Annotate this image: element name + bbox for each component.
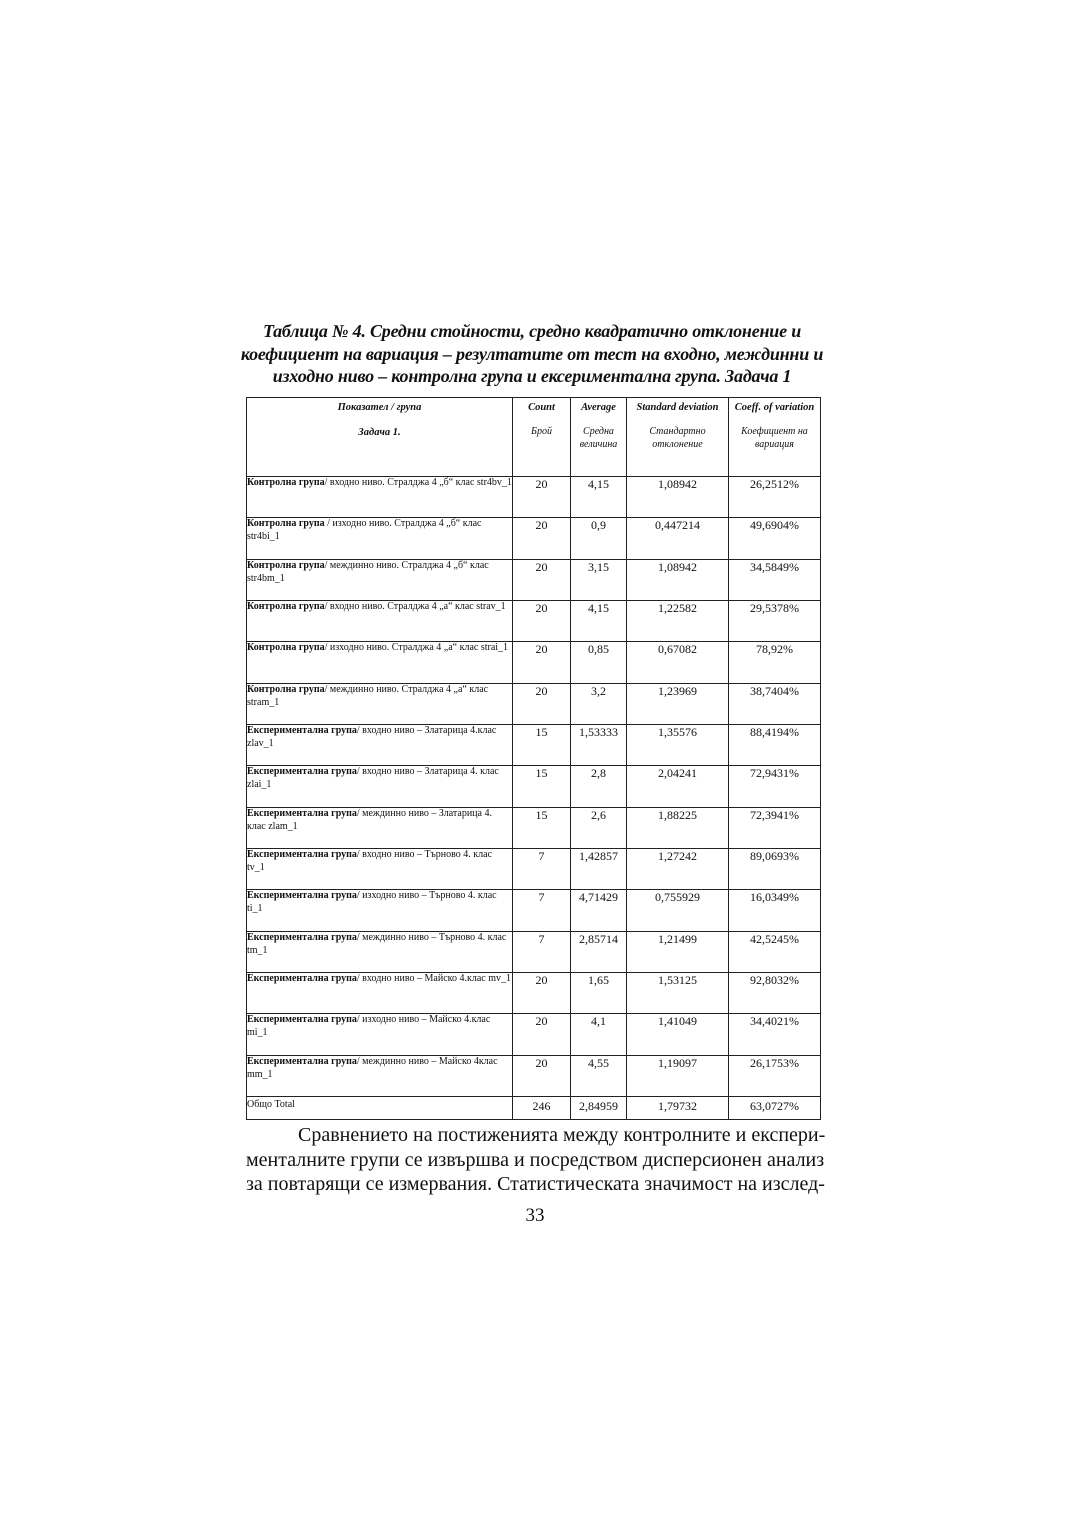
row-coefficient-of-variation: 72,3941% bbox=[729, 808, 821, 849]
row-label bbox=[247, 725, 513, 766]
table-header-row bbox=[247, 398, 821, 477]
row-average: 4,55 bbox=[571, 1056, 627, 1097]
row-group: Контролна група bbox=[247, 684, 325, 695]
row-description: / междинно ниво. Стралджа 4 „а“ клас stram_1 bbox=[247, 684, 489, 708]
row-average: 0,85 bbox=[571, 642, 627, 684]
row-count: 20 bbox=[513, 477, 571, 518]
row-average: 4,1 bbox=[571, 1014, 627, 1056]
row-count: 20 bbox=[513, 973, 571, 1014]
table-row bbox=[247, 973, 821, 1014]
header-coefficient-of-variation: Coeff. of variation Коефициент на вариация bbox=[729, 398, 821, 477]
row-count: 20 bbox=[513, 560, 571, 601]
table-row bbox=[247, 808, 821, 849]
row-coefficient-of-variation: 49,6904% bbox=[729, 518, 821, 560]
row-count: 20 bbox=[513, 684, 571, 725]
row-group: Експериментална група bbox=[247, 1056, 357, 1067]
row-group: Контролна група bbox=[247, 601, 325, 612]
header-count: Count Брой bbox=[513, 398, 571, 477]
row-label bbox=[247, 1014, 513, 1056]
table-row bbox=[247, 1014, 821, 1056]
row-standard-deviation: 2,04241 bbox=[627, 766, 729, 808]
row-count: 20 bbox=[513, 1056, 571, 1097]
row-description: / изходно ниво – Майско 4.клас mi_1 bbox=[247, 1014, 491, 1038]
table-row bbox=[247, 1056, 821, 1097]
table-row bbox=[247, 642, 821, 684]
row-standard-deviation: 1,88225 bbox=[627, 808, 729, 849]
table-row bbox=[247, 932, 821, 973]
row-average: 2,85714 bbox=[571, 932, 627, 973]
row-count: 15 bbox=[513, 766, 571, 808]
table-caption bbox=[232, 320, 832, 388]
header-average: Average Средна величина bbox=[571, 398, 627, 477]
row-label bbox=[247, 560, 513, 601]
row-average: 4,71429 bbox=[571, 890, 627, 932]
table-row bbox=[247, 560, 821, 601]
row-label bbox=[247, 973, 513, 1014]
row-standard-deviation: 1,27242 bbox=[627, 849, 729, 890]
row-group: Експериментална група bbox=[247, 973, 357, 984]
caption-line: изходно ниво – контролна група и ексериментална група. Задача 1 bbox=[272, 366, 792, 386]
caption-line: Таблица № 4. Средни стойности, средно квадратично отклонение и bbox=[262, 321, 802, 341]
row-coefficient-of-variation: 26,1753% bbox=[729, 1056, 821, 1097]
row-average: 2,8 bbox=[571, 766, 627, 808]
table-row bbox=[247, 601, 821, 642]
row-average: 1,53333 bbox=[571, 725, 627, 766]
row-description: / изходно ниво. Стралджа 4 „а“ клас strai_1 bbox=[324, 642, 509, 653]
row-group: Експериментална група bbox=[247, 849, 357, 860]
row-coefficient-of-variation: 26,2512% bbox=[729, 477, 821, 518]
row-coefficient-of-variation: 92,8032% bbox=[729, 973, 821, 1014]
row-group: Експериментална група bbox=[247, 1014, 357, 1025]
paragraph-line: менталните групи се извършва и посредством дисперсионен анализ bbox=[246, 1148, 825, 1171]
row-description: / междинно ниво – Златарица 4. клас zlam_1 bbox=[247, 808, 492, 832]
row-coefficient-of-variation: 88,4194% bbox=[729, 725, 821, 766]
table-row bbox=[247, 725, 821, 766]
row-label bbox=[247, 766, 513, 808]
row-count: 20 bbox=[513, 518, 571, 560]
row-group: Експериментална група bbox=[247, 932, 357, 943]
row-count: 7 bbox=[513, 849, 571, 890]
row-label bbox=[247, 890, 513, 932]
row-standard-deviation: 1,08942 bbox=[627, 560, 729, 601]
row-description: / входно ниво – Търново 4. клас tv_1 bbox=[247, 849, 493, 873]
table-row bbox=[247, 518, 821, 560]
table-total-row bbox=[247, 1097, 821, 1120]
row-average: 2,6 bbox=[571, 808, 627, 849]
row-label bbox=[247, 642, 513, 684]
row-standard-deviation: 1,21499 bbox=[627, 932, 729, 973]
row-count: 7 bbox=[513, 890, 571, 932]
row-group: Контролна група bbox=[247, 477, 325, 488]
row-coefficient-of-variation: 29,5378% bbox=[729, 601, 821, 642]
table-row bbox=[247, 477, 821, 518]
row-average: 4,15 bbox=[571, 601, 627, 642]
table-row bbox=[247, 684, 821, 725]
row-standard-deviation: 1,22582 bbox=[627, 601, 729, 642]
row-group: Експериментална група bbox=[247, 766, 357, 777]
row-description: / входно ниво – Майско 4.клас mv_1 bbox=[356, 973, 511, 984]
row-description: / изходно ниво. Стралджа 4 „б“ клас str4bi_1 bbox=[247, 518, 482, 542]
total-coefficient-of-variation: 63,0727% bbox=[729, 1097, 821, 1120]
row-average: 3,2 bbox=[571, 684, 627, 725]
row-description: / входно ниво. Стралджа 4 „а“ клас strav_1 bbox=[324, 601, 506, 612]
row-standard-deviation: 1,08942 bbox=[627, 477, 729, 518]
row-standard-deviation: 1,23969 bbox=[627, 684, 729, 725]
row-label bbox=[247, 808, 513, 849]
row-coefficient-of-variation: 34,5849% bbox=[729, 560, 821, 601]
page-number: 33 bbox=[525, 1205, 545, 1226]
row-description: / междинно ниво – Майско 4клас mm_1 bbox=[247, 1056, 498, 1080]
row-average: 1,65 bbox=[571, 973, 627, 1014]
row-count: 20 bbox=[513, 642, 571, 684]
total-average: 2,84959 bbox=[571, 1097, 627, 1120]
row-average: 1,42857 bbox=[571, 849, 627, 890]
total-standard-deviation: 1,79732 bbox=[627, 1097, 729, 1120]
row-average: 3,15 bbox=[571, 560, 627, 601]
row-description: / изходно ниво – Търново 4. клас ti_1 bbox=[247, 890, 497, 914]
caption-line: коефициент на вариация – резултатите от тест на входно, междинни и bbox=[240, 343, 824, 364]
body-paragraph bbox=[246, 1123, 826, 1197]
row-count: 15 bbox=[513, 725, 571, 766]
row-label bbox=[247, 1056, 513, 1097]
row-standard-deviation: 1,53125 bbox=[627, 973, 729, 1014]
row-label bbox=[247, 518, 513, 560]
row-count: 15 bbox=[513, 808, 571, 849]
row-coefficient-of-variation: 72,9431% bbox=[729, 766, 821, 808]
header-standard-deviation: Standard deviation Стандартно отклонение bbox=[627, 398, 729, 477]
row-average: 0,9 bbox=[571, 518, 627, 560]
row-standard-deviation: 0,447214 bbox=[627, 518, 729, 560]
row-label bbox=[247, 849, 513, 890]
row-standard-deviation: 1,41049 bbox=[627, 1014, 729, 1056]
row-description: / входно ниво – Златарица 4.клас zlav_1 bbox=[247, 725, 497, 749]
table-row bbox=[247, 766, 821, 808]
row-group: Контролна група bbox=[247, 518, 325, 529]
row-count: 20 bbox=[513, 1014, 571, 1056]
row-group: Експериментална група bbox=[247, 725, 357, 736]
table-row bbox=[247, 890, 821, 932]
row-standard-deviation: 0,755929 bbox=[627, 890, 729, 932]
header-indicator: Показател / група Задача 1. bbox=[247, 398, 513, 477]
row-description: / входно ниво. Стралджа 4 „б“ клас str4bv_1 bbox=[324, 477, 512, 488]
row-group: Контролна група bbox=[247, 560, 325, 571]
row-standard-deviation: 1,35576 bbox=[627, 725, 729, 766]
row-coefficient-of-variation: 16,0349% bbox=[729, 890, 821, 932]
row-average: 4,15 bbox=[571, 477, 627, 518]
table-body bbox=[247, 477, 821, 1097]
row-label bbox=[247, 932, 513, 973]
row-group: Експериментална група bbox=[247, 890, 357, 901]
row-coefficient-of-variation: 89,0693% bbox=[729, 849, 821, 890]
row-description: / междинно ниво. Стралджа 4 „б“ клас str4bm_1 bbox=[247, 560, 489, 584]
row-label bbox=[247, 477, 513, 518]
total-count: 246 bbox=[513, 1097, 571, 1120]
row-group: Контролна група bbox=[247, 642, 325, 653]
row-standard-deviation: 1,19097 bbox=[627, 1056, 729, 1097]
row-count: 7 bbox=[513, 932, 571, 973]
row-standard-deviation: 0,67082 bbox=[627, 642, 729, 684]
row-label bbox=[247, 601, 513, 642]
row-coefficient-of-variation: 42,5245% bbox=[729, 932, 821, 973]
row-description: / междинно ниво – Търново 4. клас tm_1 bbox=[247, 932, 507, 956]
row-coefficient-of-variation: 78,92% bbox=[729, 642, 821, 684]
row-coefficient-of-variation: 34,4021% bbox=[729, 1014, 821, 1056]
paragraph-line: Сравнението на постиженията между контролните и експери- bbox=[298, 1124, 826, 1146]
row-description: / входно ниво – Златарица 4. клас zlai_1 bbox=[247, 766, 499, 790]
statistics-table bbox=[246, 397, 821, 1120]
row-label bbox=[247, 684, 513, 725]
row-coefficient-of-variation: 38,7404% bbox=[729, 684, 821, 725]
table-row bbox=[247, 849, 821, 890]
total-label: Общо Total bbox=[247, 1097, 513, 1120]
row-group: Експериментална група bbox=[247, 808, 357, 819]
row-count: 20 bbox=[513, 601, 571, 642]
paragraph-line: за повтарящи се измервания. Статистическата значимост на изслед- bbox=[246, 1173, 825, 1195]
